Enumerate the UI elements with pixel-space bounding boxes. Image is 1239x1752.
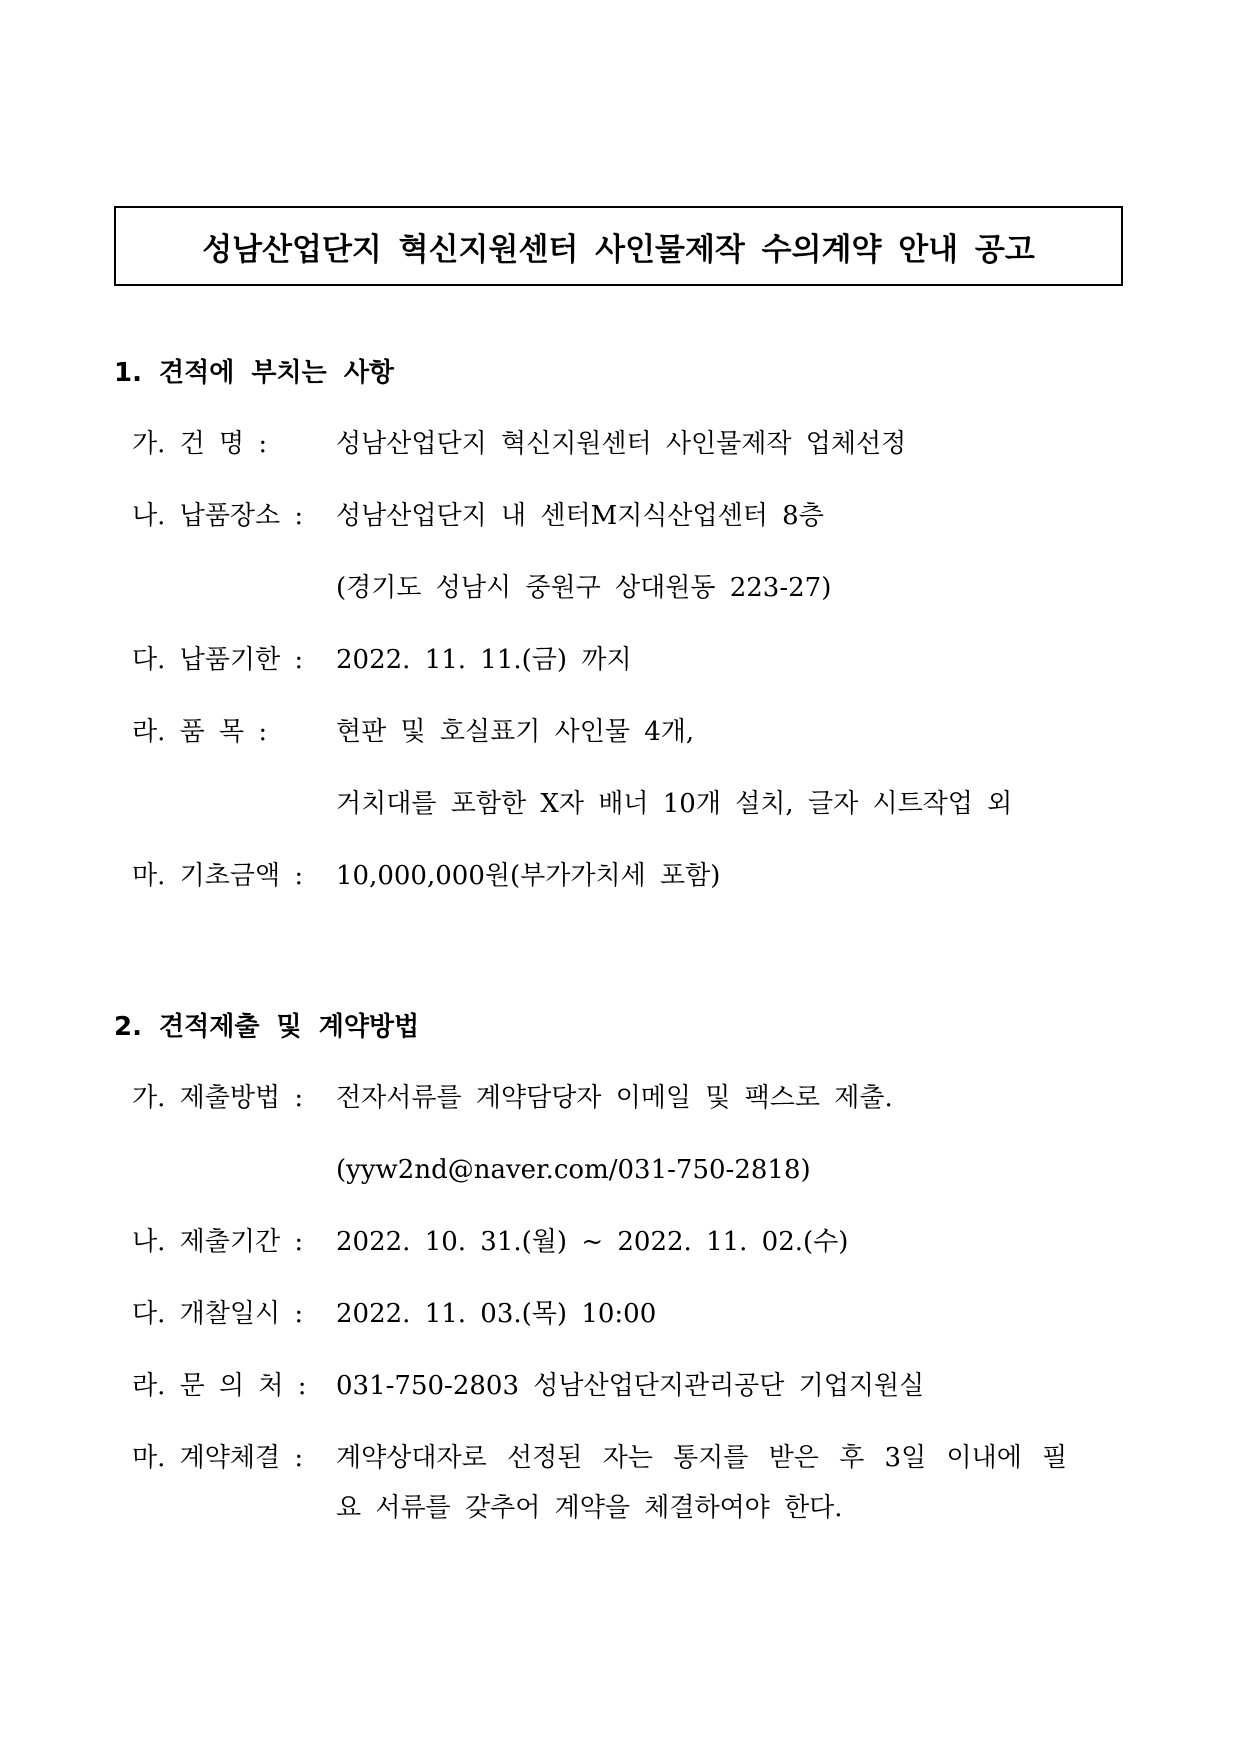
- section-2-item-a-cont: [0, 1150, 1239, 1190]
- item-label: 마. 기초금액 :: [132, 861, 304, 891]
- section-1-item-c: [0, 640, 1239, 680]
- item-value: 2022. 11. 03.(목) 10:00: [336, 1299, 657, 1329]
- section-2-item-e-cont: [0, 1488, 1239, 1528]
- item-label: 마. 계약체결 :: [132, 1443, 304, 1473]
- item-label: 다. 납품기한 :: [132, 645, 304, 675]
- section-2-heading: 2. 견적제출 및 계약방법: [114, 1012, 420, 1042]
- item-label: 가. 건 명 :: [132, 429, 268, 459]
- section-1-item-d-cont: [0, 784, 1239, 824]
- section-1-heading: 1. 견적에 부치는 사항: [114, 358, 395, 388]
- item-value: (경기도 성남시 중원구 상대원동 223-27): [336, 573, 832, 603]
- item-value: 031-750-2803 성남산업단지관리공단 기업지원실: [336, 1371, 925, 1401]
- item-label: 나. 납품장소 :: [132, 501, 304, 531]
- item-value: 10,000,000원(부가가치세 포함): [336, 861, 721, 891]
- item-value: 성남산업단지 내 센터M지식산업센터 8층: [336, 501, 824, 531]
- item-label: 라. 품 목 :: [132, 717, 268, 747]
- notice-title: 성남산업단지 혁신지원센터 사인물제작 수의계약 안내 공고: [202, 231, 1035, 268]
- item-value: 계약상대자로 선정된 자는 통지를 받은 후 3일 이내에 필: [336, 1443, 1068, 1473]
- item-value: 거치대를 포함한 X자 배너 10개 설치, 글자 시트작업 외: [336, 789, 1013, 819]
- section-1-item-b-cont: [0, 568, 1239, 608]
- item-value: 요 서류를 갖추어 계약을 체결하여야 한다.: [336, 1493, 843, 1523]
- item-label: 다. 개찰일시 :: [132, 1299, 304, 1329]
- section-1-item-d: [0, 712, 1239, 752]
- section-1-item-a: [0, 424, 1239, 464]
- section-2-item-a: [0, 1078, 1239, 1118]
- notice-title-box: [114, 206, 1123, 286]
- item-value: 현판 및 호실표기 사인물 4개,: [336, 717, 695, 747]
- item-value: 2022. 11. 11.(금) 까지: [336, 645, 632, 675]
- section-2-item-c: [0, 1294, 1239, 1334]
- item-label: 가. 제출방법 :: [132, 1083, 304, 1113]
- item-value: 전자서류를 계약담당자 이메일 및 팩스로 제출.: [336, 1083, 893, 1113]
- item-value: (yyw2nd@naver.com/031-750-2818): [336, 1155, 811, 1185]
- section-1-item-e: [0, 856, 1239, 896]
- section-2-item-b: [0, 1222, 1239, 1262]
- section-2-item-e: [0, 1438, 1239, 1478]
- item-value: 성남산업단지 혁신지원센터 사인물제작 업체선정: [336, 429, 907, 459]
- section-1-item-b: [0, 496, 1239, 536]
- item-label: 라. 문 의 처 :: [132, 1371, 307, 1401]
- item-value: 2022. 10. 31.(월) ~ 2022. 11. 02.(수): [336, 1227, 849, 1257]
- item-label: 나. 제출기간 :: [132, 1227, 304, 1257]
- section-2-item-d: [0, 1366, 1239, 1406]
